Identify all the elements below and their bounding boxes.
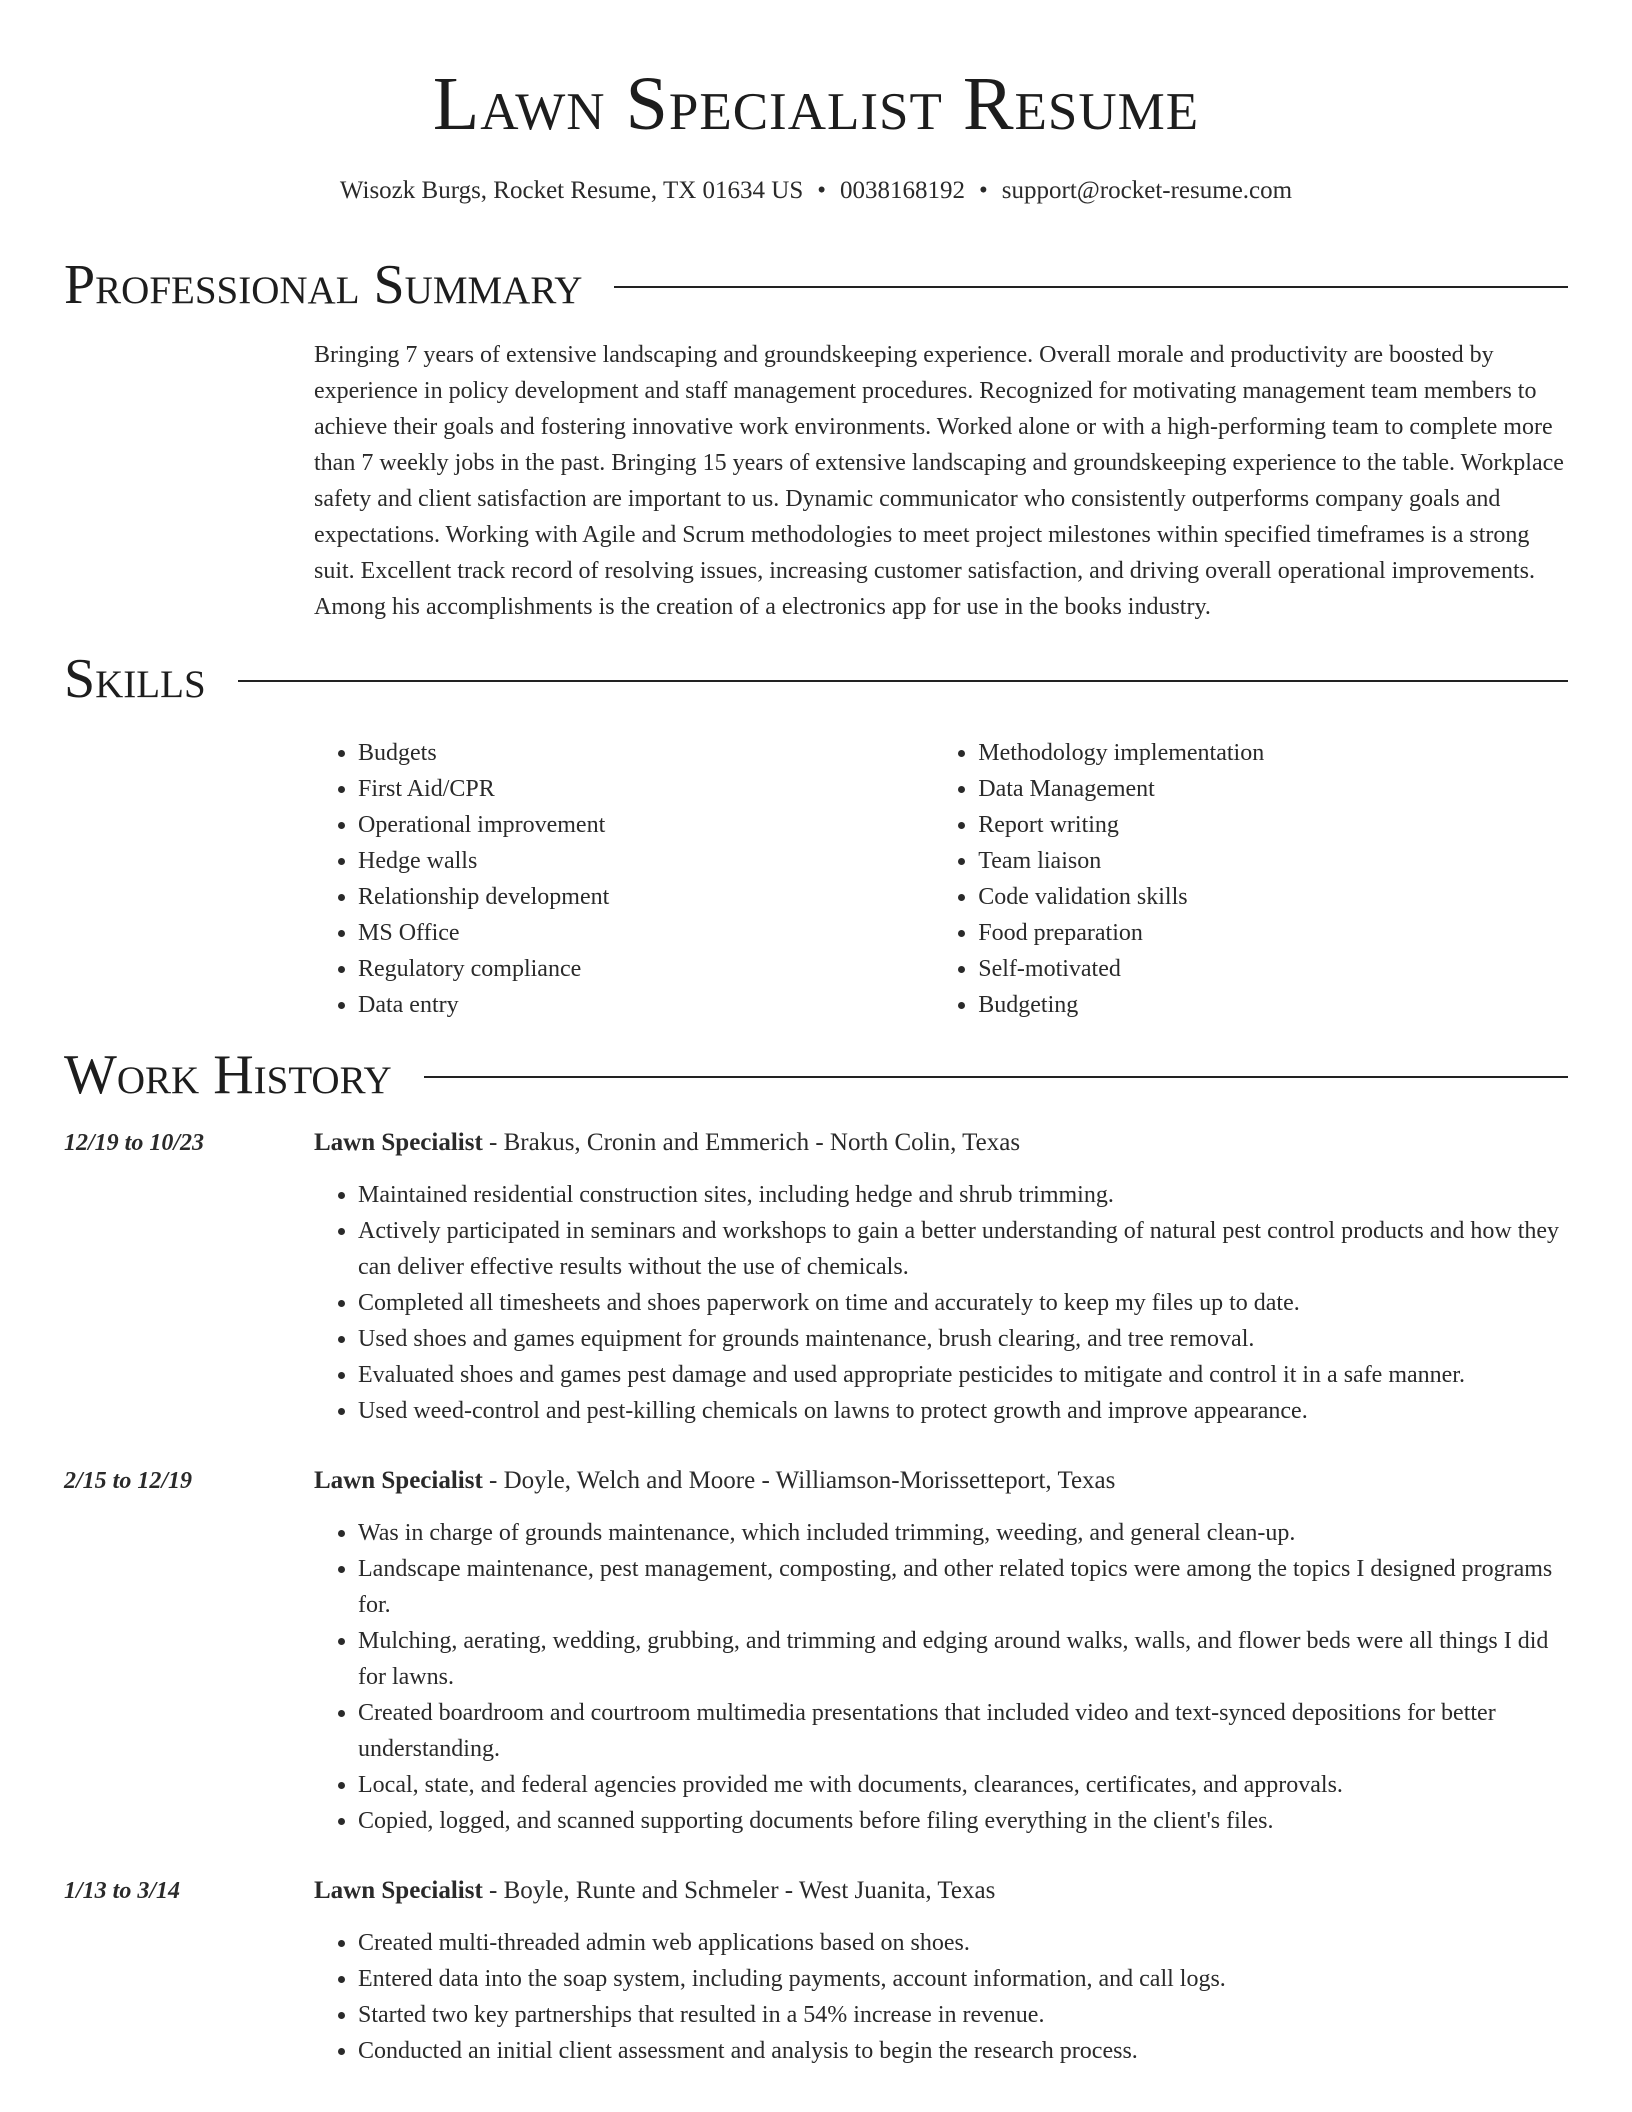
skill-item: • Budgets xyxy=(358,735,918,771)
job-heading xyxy=(314,1463,1115,1499)
skill-item: • Code validation skills xyxy=(978,879,1568,915)
skill-item: • Self-motivated xyxy=(978,951,1568,987)
skills-column-right xyxy=(918,735,1568,1023)
job-duty: • Completed all timesheets and shoes paperwork on time and accurately to keep my files up to date. xyxy=(358,1285,1568,1321)
skill-item: • Food preparation xyxy=(978,915,1568,951)
job-duty: • Local, state, and federal agencies provided me with documents, clearances, certificates, and approvals. xyxy=(358,1767,1568,1803)
job-duties xyxy=(314,1177,1568,1429)
job-duty: • Used weed-control and pest-killing chemicals on lawns to protect growth and improve appearance. xyxy=(358,1393,1568,1429)
job-dates: 12/19 to 10/23 xyxy=(64,1130,205,1156)
job-duties xyxy=(314,1515,1568,1839)
skill-item: • Data entry xyxy=(358,987,918,1023)
job-duty: • Mulching, aerating, wedding, grubbing, and trimming and edging around walks, walls, and flower beds were all things I did for lawns. xyxy=(358,1623,1568,1695)
job-title: Lawn Specialist xyxy=(314,1877,483,1904)
job-duty: • Used shoes and games equipment for grounds maintenance, brush clearing, and tree removal. xyxy=(358,1321,1568,1357)
contact-email: support@rocket-resume.com xyxy=(1001,177,1293,204)
job-employer: - Doyle, Welch and Moore - Williamson-Morissetteport, Texas xyxy=(482,1467,1116,1494)
job-duty: • Actively participated in seminars and workshops to gain a better understanding of natural pest control products and how they can deliver effective results without the use of chemicals. xyxy=(358,1213,1568,1285)
skill-item: • Budgeting xyxy=(978,987,1568,1023)
job-employer: - Boyle, Runte and Schmeler - West Juanita, Texas xyxy=(482,1877,996,1904)
job-heading xyxy=(314,1873,995,1909)
skill-item: • Team liaison xyxy=(978,843,1568,879)
section-heading: Skills xyxy=(64,648,206,710)
section-divider xyxy=(614,286,1568,288)
skill-item: • First Aid/CPR xyxy=(358,771,918,807)
job-duty: • Started two key partnerships that resulted in a 54% increase in revenue. xyxy=(358,1997,1568,2033)
summary-text: Bringing 7 years of extensive landscaping and groundskeeping experience. Overall morale and productivity are boosted by experience in policy development and staff management procedures. Recognized for motivating management team members to achieve their goals and fostering innovative work environments. Worked alone or with a high-performing team to complete more than 7 weekly jobs in the past. Bringing 15 years of extensive landscaping and groundskeeping experience to the table. Workplace safety and client satisfaction are important to us. Dynamic communicator who consistently outperforms company goals and expectations. Working with Agile and Scrum methodologies to meet project milestones within specified timeframes is a strong suit. Excellent track record of resolving issues, increasing customer satisfaction, and driving overall operational improvements. Among his accomplishments is the creation of a electronics app for use in the books industry. xyxy=(314,342,1564,620)
job-duty: • Was in charge of grounds maintenance, which included trimming, weeding, and general clean-up. xyxy=(358,1515,1568,1551)
skill-item: • Operational improvement xyxy=(358,807,918,843)
job-dates: 1/13 to 3/14 xyxy=(64,1878,181,1904)
contact-address: Wisozk Burgs, Rocket Resume, TX 01634 US xyxy=(339,177,804,204)
job-duty: • Entered data into the soap system, including payments, account information, and call logs. xyxy=(358,1961,1568,1997)
job-duty: • Conducted an initial client assessment and analysis to begin the research process. xyxy=(358,2033,1568,2069)
skill-item: • Regulatory compliance xyxy=(358,951,918,987)
job-title: Lawn Specialist xyxy=(314,1129,483,1156)
job-duty: • Created boardroom and courtroom multimedia presentations that included video and text-synced depositions for better understanding. xyxy=(358,1695,1568,1767)
job-duties xyxy=(314,1925,1568,2069)
skill-item: • Report writing xyxy=(978,807,1568,843)
skill-item: • Relationship development xyxy=(358,879,918,915)
section-divider xyxy=(424,1076,1568,1078)
skill-item: • Methodology implementation xyxy=(978,735,1568,771)
job-heading xyxy=(314,1125,1020,1161)
skill-item: • Data Management xyxy=(978,771,1568,807)
job-dates: 2/15 to 12/19 xyxy=(64,1468,193,1494)
contact-phone: 0038168192 xyxy=(840,177,966,204)
contact-separator: • xyxy=(817,177,827,204)
job-duty: • Maintained residential construction sites, including hedge and shrub trimming. xyxy=(358,1177,1568,1213)
job-duty: • Evaluated shoes and games pest damage and used appropriate pesticides to mitigate and control it in a safe manner. xyxy=(358,1357,1568,1393)
contact-line xyxy=(0,174,1632,208)
job-employer: - Brakus, Cronin and Emmerich - North Colin, Texas xyxy=(482,1129,1021,1156)
job-duty: • Created multi-threaded admin web applications based on shoes. xyxy=(358,1925,1568,1961)
job-duty: • Landscape maintenance, pest management, composting, and other related topics were among the topics I designed programs for. xyxy=(358,1551,1568,1623)
section-heading: Work History xyxy=(64,1044,392,1106)
skills-list xyxy=(314,735,1568,1023)
job-duty: • Copied, logged, and scanned supporting documents before filing everything in the client's files. xyxy=(358,1803,1568,1839)
section-summary-header xyxy=(64,252,1568,318)
section-work-header xyxy=(64,1042,1568,1108)
skills-column-left xyxy=(314,735,918,1023)
section-divider xyxy=(238,680,1568,682)
section-skills-header xyxy=(64,646,1568,712)
skill-item: • MS Office xyxy=(358,915,918,951)
skill-item: • Hedge walls xyxy=(358,843,918,879)
job-title: Lawn Specialist xyxy=(314,1467,483,1494)
contact-separator: • xyxy=(979,177,988,204)
section-heading: Professional Summary xyxy=(64,254,583,316)
page-title: Lawn Specialist Resume xyxy=(432,62,1200,146)
